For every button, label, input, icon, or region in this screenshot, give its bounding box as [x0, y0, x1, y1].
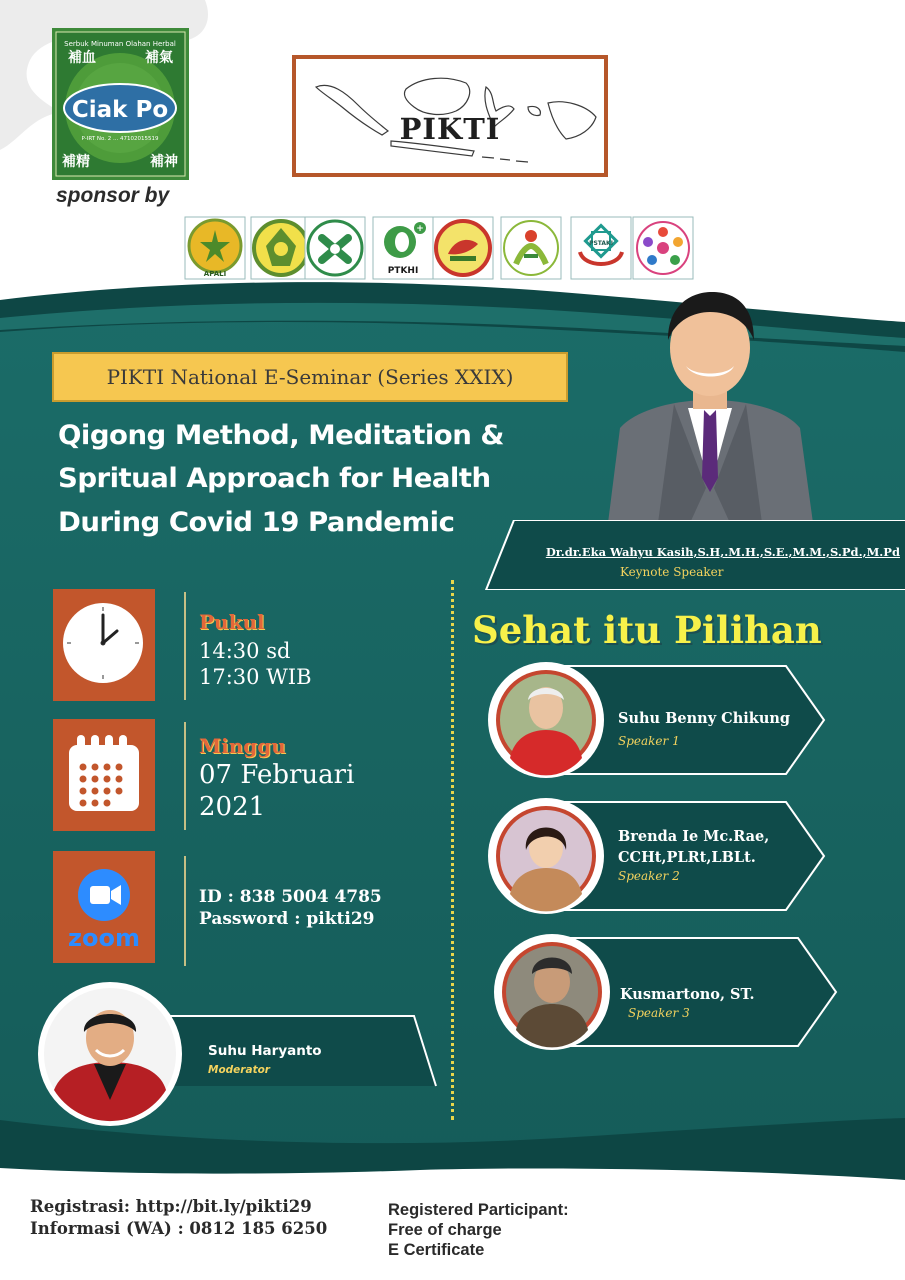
sponsor-logo-8	[632, 216, 694, 280]
vertical-dotted-divider	[451, 580, 454, 1120]
speaker-2-role: Speaker 2	[618, 869, 680, 883]
date-line-1: 07 Februari	[199, 760, 355, 790]
speaker-1-name: Suhu Benny Chikung	[618, 710, 791, 727]
time-label: Pukul	[199, 610, 265, 634]
series-banner: PIKTI National E-Seminar (Series XXIX)	[52, 352, 568, 402]
info-divider-3	[184, 856, 186, 966]
registration-link[interactable]: Registrasi: http://bit.ly/pikti29	[30, 1197, 312, 1216]
tagline: Sehat itu Pilihan	[472, 608, 822, 652]
moderator-name: Suhu Haryanto	[208, 1043, 322, 1059]
pikti-logo-text: PIKTI	[399, 112, 501, 146]
sponsor-label: sponsor by	[56, 184, 170, 207]
zoom-icon-tile	[53, 851, 155, 963]
participant-line-2: Free of charge	[388, 1221, 502, 1239]
seminar-title-line-2: Spritual Approach for Health	[58, 463, 491, 494]
zoom-wordmark: zoom	[68, 924, 140, 952]
speaker-2-name-line-1: Brenda Ie Mc.Rae,	[618, 828, 770, 845]
apali-logo	[184, 216, 246, 280]
ciak-po-char-4: 補神	[150, 154, 178, 170]
pstaki-logo	[570, 216, 632, 280]
speaker-2-name-line-2: CCHt,PLRt,LBLt.	[618, 849, 756, 866]
ciak-po-char-2: 補氣	[145, 50, 173, 66]
ciak-po-top-text: Serbuk Minuman Olahan Herbal	[64, 40, 176, 48]
sponsor-logo-6	[500, 216, 562, 280]
speaker-3-name: Kusmartono, ST.	[620, 986, 755, 1003]
speaker-3-role: Speaker 3	[628, 1006, 690, 1020]
ptkhi-logo-text: PTKHI	[387, 266, 419, 276]
clock-icon-tile	[53, 589, 155, 701]
time-line-1: 14:30 sd	[199, 639, 291, 663]
pikti-logo-box	[292, 55, 608, 177]
zoom-id: ID : 838 5004 4785	[199, 887, 382, 907]
keynote-speaker-photo	[598, 288, 823, 523]
ciak-po-logo-text: Ciak Po	[71, 97, 169, 123]
speaker-1-role: Speaker 1	[618, 734, 680, 748]
apali-logo-text: APALI	[203, 270, 227, 278]
zoom-password: Password : pikti29	[199, 909, 375, 929]
info-divider-2	[184, 722, 186, 830]
info-divider-1	[184, 592, 186, 700]
calendar-icon	[53, 719, 155, 831]
sponsor-logo-3	[304, 216, 366, 280]
seminar-title-line-3: During Covid 19 Pandemic	[58, 507, 455, 538]
zoom-camera-icon	[53, 851, 155, 963]
participant-line-1: Registered Participant:	[388, 1201, 569, 1219]
moderator-role: Moderator	[208, 1064, 270, 1076]
sponsor-logo-2	[250, 216, 312, 280]
ciak-po-reg-no: P-IRT No. 2 ... 47102015519	[81, 136, 159, 142]
sponsor-logo-5	[432, 216, 494, 280]
day-label: Minggu	[199, 734, 286, 758]
ciak-po-char-3: 補精	[62, 154, 90, 170]
keynote-speaker-name: Dr.dr.Eka Wahyu Kasih,S.H,.M.H.,S.E.,M.M.,S.Pd.,M.Pd	[545, 545, 900, 559]
svg-text:+: +	[416, 224, 424, 234]
time-line-2: 17:30 WIB	[199, 665, 312, 689]
seminar-title-line-1: Qigong Method, Meditation &	[58, 420, 504, 451]
date-line-2: 2021	[199, 792, 266, 822]
ptkhi-logo	[372, 216, 434, 280]
participant-line-3: E Certificate	[388, 1241, 485, 1259]
ciak-po-logo	[52, 28, 189, 180]
keynote-speaker-role: Keynote Speaker	[620, 565, 724, 579]
calendar-icon-tile	[53, 719, 155, 831]
clock-icon	[53, 589, 155, 701]
whatsapp-info: Informasi (WA) : 0812 185 6250	[30, 1219, 328, 1238]
pstaki-logo-text: PSTAKI	[589, 240, 613, 247]
ciak-po-char-1: 補血	[68, 50, 96, 66]
